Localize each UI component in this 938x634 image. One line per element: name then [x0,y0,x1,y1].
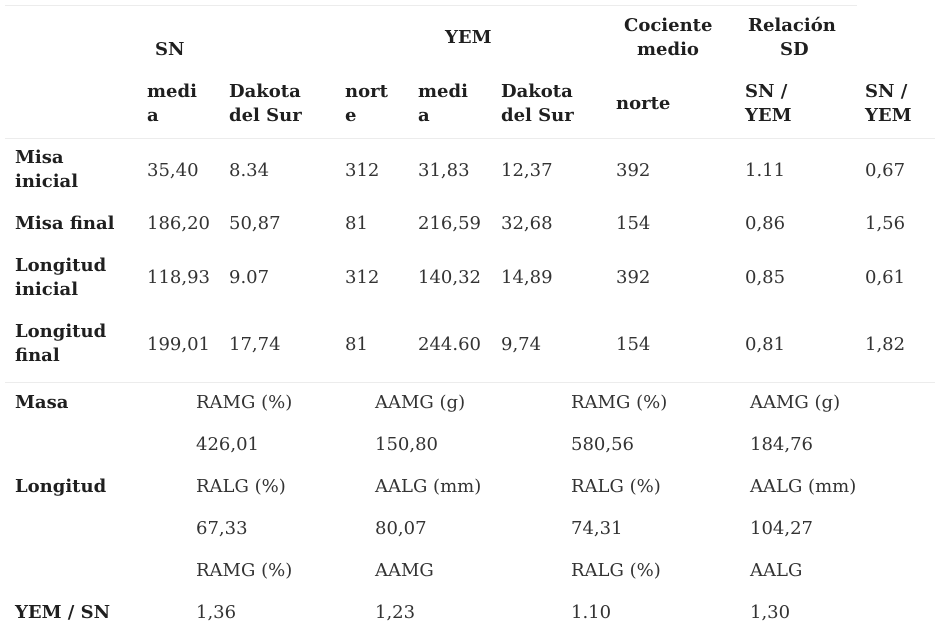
subheader-dakota-sn-2: del Sur [229,105,302,126]
table-cell: 312 [345,267,380,288]
table-cell: AAMG [375,560,434,581]
table-cell: 392 [616,160,651,181]
row-label-misa-inicial-2: inicial [15,171,79,192]
table-cell: 81 [345,334,368,355]
header-rule [5,138,935,139]
table-cell: 140,32 [418,267,481,288]
table-cell: 154 [616,213,651,234]
table-cell: 9,74 [501,334,542,355]
table-cell: 426,01 [196,434,259,455]
table-cell: 80,07 [375,518,427,539]
table-cell: 9.07 [229,267,270,288]
table-cell: 1,82 [865,334,906,355]
table-cell: 216,59 [418,213,481,234]
table-cell: 186,20 [147,213,210,234]
table-cell: RALG (%) [571,560,661,581]
table-cell: 17,74 [229,334,281,355]
table-cell: RAMG (%) [196,392,293,413]
row-label-longitud-final-2: final [15,345,60,366]
table-cell: 1,56 [865,213,906,234]
section-rule [5,382,935,383]
table-cell: 81 [345,213,368,234]
table-top-rule [5,5,857,6]
subheader-norte-sn-2: e [345,105,357,126]
table-cell: 1.11 [745,160,786,181]
table-cell: 0,61 [865,267,906,288]
table-cell: 35,40 [147,160,199,181]
table-cell: 12,37 [501,160,553,181]
header-cociente-1: Cociente [624,15,713,36]
table-cell: 244.60 [418,334,481,355]
subheader-media-yem-2: a [418,105,430,126]
subheader-media-sn-2: a [147,105,159,126]
table-cell: 74,31 [571,518,623,539]
subheader-sn-yem-1b: YEM [745,105,792,126]
subheader-media-yem-1: medi [418,81,468,102]
table-cell: 154 [616,334,651,355]
table-cell: 1,23 [375,602,416,623]
table-cell: RAMG (%) [571,392,668,413]
lower-label-masa: Masa [15,392,69,413]
header-relacion-1: Relación [748,15,836,36]
table-cell: 199,01 [147,334,210,355]
table-cell: AALG (mm) [750,476,857,497]
table-cell: 580,56 [571,434,634,455]
table-cell: 118,93 [147,267,210,288]
table-cell: 32,68 [501,213,553,234]
table-cell: AALG (mm) [375,476,482,497]
table-cell: 1.10 [571,602,612,623]
table-cell: 1,36 [196,602,237,623]
table-cell: 0,67 [865,160,906,181]
subheader-sn-yem-1a: SN / [745,81,788,102]
table-cell: AALG [750,560,803,581]
header-yem: YEM [445,27,492,48]
table-cell: AAMG (g) [375,392,466,413]
table-cell: 150,80 [375,434,438,455]
table-cell: 8.34 [229,160,270,181]
subheader-dakota-yem-1: Dakota [501,81,573,102]
table-cell: RAMG (%) [196,560,293,581]
table-cell: 104,27 [750,518,813,539]
subheader-media-sn-1: medi [147,81,197,102]
table-cell: 0,86 [745,213,786,234]
table-cell: RALG (%) [571,476,661,497]
subheader-norte-sn-1: nort [345,81,388,102]
table-cell: 184,76 [750,434,813,455]
table-cell: 392 [616,267,651,288]
subheader-sn-yem-2a: SN / [865,81,908,102]
header-sn: SN [155,39,185,60]
table-cell: 1,30 [750,602,791,623]
row-label-misa-inicial-1: Misa [15,147,64,168]
table-cell: 0,85 [745,267,786,288]
table-cell: RALG (%) [196,476,286,497]
row-label-longitud-inicial-2: inicial [15,279,79,300]
subheader-sn-yem-2b: YEM [865,105,912,126]
row-label-misa-final: Misa final [15,213,115,234]
row-label-longitud-final-1: Longitud [15,321,107,342]
subheader-dakota-yem-2: del Sur [501,105,574,126]
table-cell: 50,87 [229,213,281,234]
table-cell: 0,81 [745,334,786,355]
row-label-longitud-inicial-1: Longitud [15,255,107,276]
lower-label-longitud: Longitud [15,476,107,497]
lower-label-yem-sn: YEM / SN [15,602,111,623]
header-cociente-2: medio [637,39,699,60]
table-cell: 312 [345,160,380,181]
table-cell: 67,33 [196,518,248,539]
subheader-norte-cociente: norte [616,93,671,114]
table-cell: 31,83 [418,160,470,181]
header-relacion-2: SD [780,39,809,60]
table-cell: AAMG (g) [750,392,841,413]
table-cell: 14,89 [501,267,553,288]
subheader-dakota-sn-1: Dakota [229,81,301,102]
